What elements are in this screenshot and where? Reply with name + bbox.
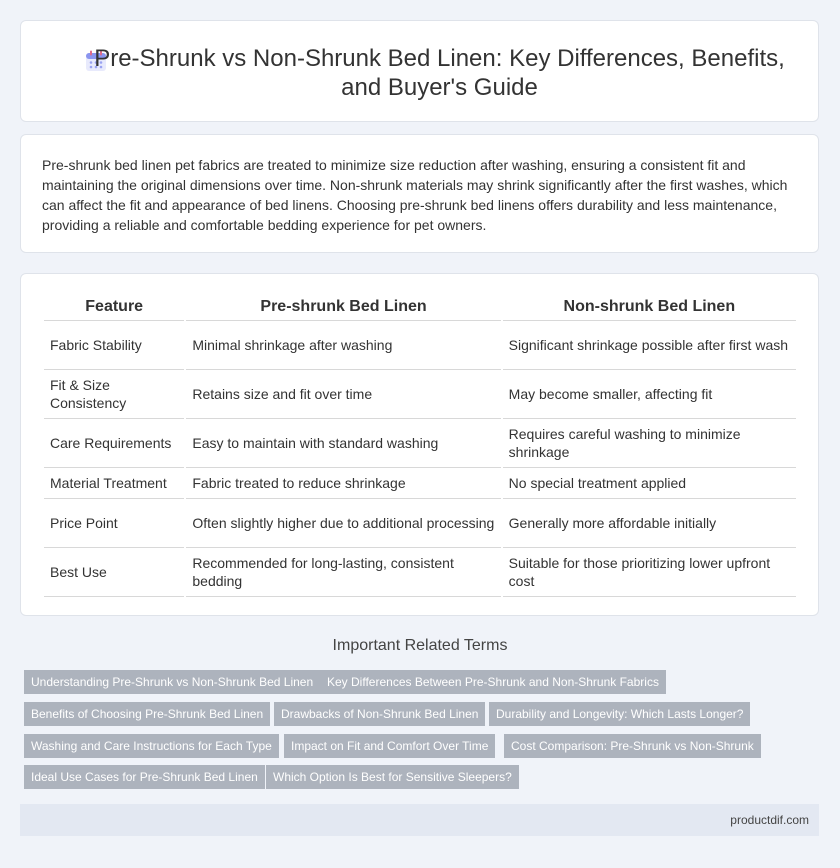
table-row — [44, 370, 796, 419]
table-cell: Fabric treated to reduce shrinkage — [186, 468, 500, 499]
related-tag[interactable]: Benefits of Choosing Pre-Shrunk Bed Linen — [24, 702, 270, 726]
related-tag[interactable]: Washing and Care Instructions for Each Type — [24, 734, 279, 758]
table-cell: Easy to maintain with standard washing — [186, 419, 500, 468]
intro-paragraph: Pre-shrunk bed linen pet fabrics are treated to minimize size reduction after washing, ensuring a consistent fit and maintaining the original dimensions over time. Non-shrunk materials may shrink significantly after the first washes, which can affect the fit and appearance of bed linens. Choosing pre-shrunk bed linens offers durability and less maintenance, providing a reliable and comfortable bedding experience for pet owners. — [42, 157, 788, 233]
table-header-row — [44, 294, 796, 321]
related-tag[interactable]: Ideal Use Cases for Pre-Shrunk Bed Linen — [24, 765, 265, 789]
footer-site-link[interactable]: productdif.com — [730, 813, 809, 827]
column-header-pre-shrunk: Pre-shrunk Bed Linen — [186, 294, 500, 321]
table-cell: Recommended for long-lasting, consistent bedding — [186, 548, 500, 597]
table-cell: Fit & Size Consistency — [44, 370, 184, 419]
table-cell: Price Point — [44, 499, 184, 548]
table-cell: Generally more affordable initially — [503, 499, 796, 548]
table-row — [44, 321, 796, 370]
table-cell: Suitable for those prioritizing lower upfront cost — [503, 548, 796, 597]
footer-bar — [20, 804, 819, 836]
title-card — [20, 20, 819, 122]
related-tag[interactable]: Drawbacks of Non-Shrunk Bed Linen — [274, 702, 485, 726]
column-header-feature: Feature — [44, 294, 184, 321]
table-cell: Best Use — [44, 548, 184, 597]
intro-card — [20, 134, 819, 253]
related-tag[interactable]: Durability and Longevity: Which Lasts Longer? — [489, 702, 750, 726]
table-row — [44, 499, 796, 548]
related-tag[interactable]: Cost Comparison: Pre-Shrunk vs Non-Shrunk — [504, 734, 761, 758]
table-cell: Requires careful washing to minimize shrinkage — [503, 419, 796, 468]
table-cell: Fabric Stability — [44, 321, 184, 370]
table-cell: Minimal shrinkage after washing — [186, 321, 500, 370]
table-cell: No special treatment applied — [503, 468, 796, 499]
column-header-non-shrunk: Non-shrunk Bed Linen — [503, 294, 796, 321]
related-tag[interactable]: Key Differences Between Pre-Shrunk and Non-Shrunk Fabrics — [320, 670, 666, 694]
related-terms-heading: Important Related Terms — [332, 637, 508, 654]
table-cell: Material Treatment — [44, 468, 184, 499]
related-tag[interactable]: Which Option Is Best for Sensitive Sleepers? — [266, 765, 519, 789]
table-cell: Care Requirements — [44, 419, 184, 468]
table-cell: May become smaller, affecting fit — [503, 370, 796, 419]
table-row — [44, 419, 796, 468]
table-row — [44, 548, 796, 597]
table-cell: Retains size and fit over time — [186, 370, 500, 419]
comparison-table — [42, 294, 798, 597]
related-tag[interactable]: Understanding Pre-Shrunk vs Non-Shrunk Bed Linen — [24, 670, 320, 694]
related-tag[interactable]: Impact on Fit and Comfort Over Time — [284, 734, 495, 758]
table-row — [44, 468, 796, 499]
table-cell: Often slightly higher due to additional processing — [186, 499, 500, 548]
page-title: Pre-Shrunk vs Non-Shrunk Bed Linen: Key Differences, Benefits, and Buyer's Guide — [94, 45, 785, 101]
comparison-card — [20, 273, 819, 616]
table-cell: Significant shrinkage possible after first wash — [503, 321, 796, 370]
